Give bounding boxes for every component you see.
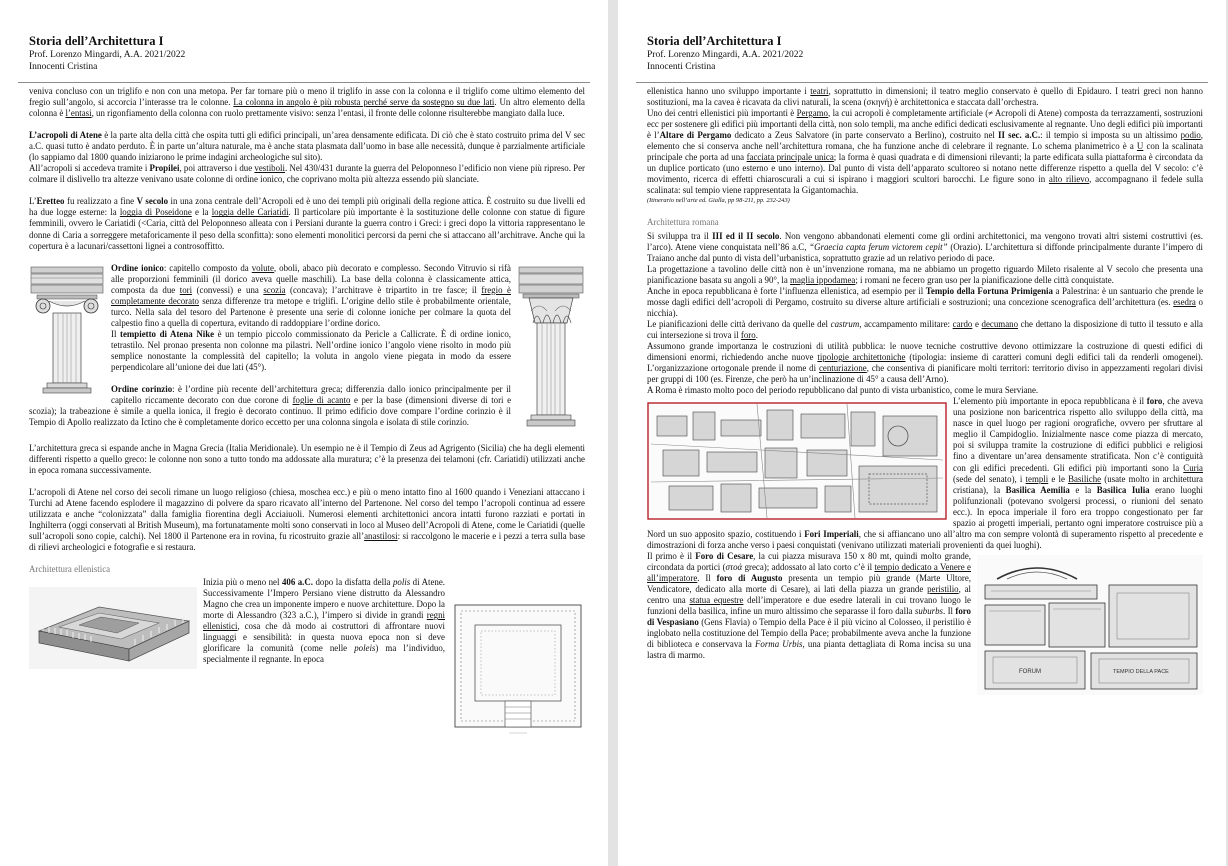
paragraph-foro: L’elemento più importante in epoca repubblicana è il foro, che aveva una posizione non baricentrica rispetto allo sviluppo della città, ma nasce in quel luogo per ragioni orografiche, ovvero per sfruttare al meglio il Campidoglio. Inizialmente nasce come piazza di mercato, poi si sviluppa tramite la costruzione di edifici pubblici e religiosi fino a diventare un’area densamente stratificata. Non c’è contiguità con gli edifici precedenti. Gli edifici più importanti sono la Curia (sede del senato), i templi e le Basiliche (usate molto in architettura cristiana), la Basilica Aemilia e la Basilica Iulia erano luoghi polifunzionali (potevano svolgersi processi, o riunioni del senato ecc.). In epoca imperiale il foro era troppo congestionato per far spazio ai progetti imperiali, pertanto ogni imperatore costruisce più a Nord un suo apposito spazio, costituendo i Fori Imperiali, che si affiancano uno all’altro ma con sempre volontà di superamento rispetto al precedente e dimostrazioni di forza anche verso i paesi conquistati (venivano utilizzati materiali provenienti da quei luoghi). xyxy=(647,396,1204,550)
paragraph-pergamo: Uno dei centri ellenistici più importanti è Pergamo, la cui acropoli è completamente artificiale (≠ Acropoli di Atene) composta da terrazzamenti, sostruzioni ecc per sostenere gli edifici più importanti della città, non solo templi, ma anche edifici dedicati esclusivamente al regnante. Uno degli edifici più importanti è l’Altare di Pergamo dedicato a Zeus Salvatore (in parte conservato a Berlino), costruito nel II sec. a.C.: il tempio si imposta su un altissimo podio, elemento che si conserva anche nell’architettura romana, che ha funzione anche di celebrare il regnante. Lo schema planimetrico è a U con la scalinata principale che porta ad una facciata principale unica; la forma è quasi quadrata e di dimensioni rilevanti; la parte edificata sulla piattaforma è circondata da un duplice porticato (uno esterno e uno interno). Dal punto di vista dell’apparato scultoreo si notano nette differenze rispetto a quella del V secolo: c’è movimento, ricerca di effetti chiaroscurali a cui si ispirano i maggiori scultori barocchi. Le figure sono in alto rilievo, accompagnano il fedele sulla scalinata: sul tempio viene rappresentata la Gigantomachia. xyxy=(647,108,1204,196)
corinthian-column-illustration xyxy=(517,265,585,430)
document-page-left xyxy=(0,0,608,866)
paragraph-mileto: La progettazione a tavolino delle città non è un’invenzione romana, ma ne abbiamo un progetto riguardo Mileto risalente al V secolo che presenta una pianificazione basata su angoli a 90°, la maglia ippodamea; i romani ne fecero gran uso per la pianificazione delle città conquistate. xyxy=(647,263,1203,285)
section-heading-romana: Architettura romana xyxy=(647,217,719,228)
paragraph-entasi: veniva concluso con un triglifo e non con una metopa. Per far tornare più o meno il triglifo in asse con la colonna e il triglifo come ultimo elemento del fregio sull’angolo, si accorcia l’interasse tra le colonne. La colonna in angolo è più robusta perché serve da sostegno su due lati. Un altro elemento della colonna è l’entasi, un rigonfiamento della colonna con ruolo prettamente visivo: senza l’entasi, il fronte delle colonne risulterebbe mangiato dalla luce. xyxy=(29,86,585,119)
student-name: Innocenti Cristina xyxy=(29,62,98,72)
citation: (Itinerario nell’arte ed. Gialla, pp 98-211, pp. 232-243) xyxy=(647,197,790,205)
professor-line: Prof. Lorenzo Mingardi, A.A. 2021/2022 xyxy=(647,50,804,60)
right-text-column xyxy=(647,86,1203,695)
pergamon-altar-model-image xyxy=(29,587,197,669)
course-title: Storia dell’Architettura I xyxy=(29,34,164,48)
roman-forum-plan-image xyxy=(647,402,947,520)
ionic-order-block xyxy=(29,263,585,432)
header-divider xyxy=(18,82,590,83)
student-name: Innocenti Cristina xyxy=(647,62,716,72)
document-page-right xyxy=(618,0,1226,866)
paragraph-romana-intro: Si sviluppa tra il III ed il II secolo. Non vengono abbandonati elementi come gli ordini architettonici, ma vengono trovati altri sistemi costruttivi (es. l’arco). Atene viene conquistata nell’86 a.C, “Graecia capta ferum victorem cepit” (Orazio). L’architettura si diffonde principalmente durante l’impero di Traiano anche dal punto di vista dell’urbanistica, soprattutto grazie ad un relativo periodo di pace. xyxy=(647,230,1203,263)
header-divider xyxy=(636,82,1208,83)
tempio-pace-label: TEMPIO DELLA PACE xyxy=(1113,668,1169,675)
paragraph-ordine-corinzio: Ordine corinzio: è l’ordine più recente dell’architettura greca; differenzia dallo ionico principalmente per il capitello riccamente decorato con due corone di foglie di acanto e per la base (dimensioni diverse di tori e scozia); la trabeazione è simile a quella ionica, il fregio è decorato continuo. Il primo edificio dove compare l’ordine corinzio è il Tempio di Apollo realizzato da Ictino che è completamente dorico eccetto per una colonna singola e isolata di stile corinzio. xyxy=(29,384,512,428)
forum-label: FORUM xyxy=(1019,668,1041,675)
pergamon-altar-plan-image xyxy=(451,601,585,739)
paragraph-acropoli-storia: L’acropoli di Atene nel corso dei secoli rimane un luogo religioso (chiesa, moschea ecc.) e più o meno intatto fino al 1600 quando i Veneziani attaccano i Turchi ad Atene facendo esplodere il magazzino di polvere da sparo ricavato all’interno del Partenone. Nel corso del tempo l’acropoli continua ad essere utilizzata e anche “colonizzata” dalla famiglia fiorentina degli Acciaiuoli. Numerosi elementi architettonici ancora intatti furono razziati e portati in Inghilterra (oggi conservati al British Museum), ma fortunatamente molti sono conservati in loco al Museo dell’Acropoli di Atene, come le Cariatidi (quelle sull’acropoli sono copie, calchi). Nel 1800 il Partenone era in rovina, fu ricostruito grazie all’anastilosi: si raccolgono le macerie e i pezzi a terra sulla base di rilievi archeologici e fotografie e si restaura. xyxy=(29,486,585,552)
section-heading-ellenistica: Architettura ellenistica xyxy=(29,564,111,575)
left-text-column xyxy=(29,86,585,739)
ionic-column-illustration xyxy=(29,265,105,395)
page-header xyxy=(29,34,589,73)
hellenistic-block xyxy=(29,577,585,665)
fori-imperiali-plan-image xyxy=(977,555,1203,695)
paragraph-magna-grecia: L’architettura greca si espande anche in Magna Grecia (Italia Meridionale). Un esempio ne è il Tempio di Zeus ad Agrigento (Sicilia) che ha degli elementi differenti rispetto a quello greco: le colonne non sono a tutto tondo ma addossate alla muratura; c’è la presenza dei telamoni (cfr. Cariatidi) utilizzati anche in epoca romana successivamente. xyxy=(29,442,585,475)
paragraph-ellenistica: Inizia più o meno nel 406 a.C. dopo la disfatta della polis di Atene. Successivamente l’Impero Persiano viene distrutto da Alessandro Magno che crea un imponente impero e nuove architetture. Dopo la morte di Alessandro (323 a.C.), l’impero si divide in grandi regni ellenistici, cosa che dà modo ai costruttori di affrontare nuovi linguaggi e sensibilità: in questa nuova epoca non si deve glorificare la comunità (come nelle poleis) ma l’individuo, specialmente il regnante. In epoca xyxy=(203,577,445,665)
paragraph-palestrina: Anche in epoca repubblicana è forte l’influenza ellenistica, ad esempio per il Tempio della Fortuna Primigenia a Palestrina: è un santuario che prende le mosse dagli edifici dell’acropoli di Pergamo, costruito su diverse alture artificiali e sostruzioni; una concezione scenografica dell’architettura (es. esedra o nicchia). xyxy=(647,285,1204,318)
paragraph-centuriazione: Assumono grande importanza le costruzioni di utilità pubblica: le nuove tecniche costruttive devono ottimizzare la costruzione di questi edifici di dimensioni enormi, richiedendo anche nuove tipologie architettoniche (tipologia: insieme di caratteri comuni degli edifici tali da renderli omogenei). L’organizzazione ortogonale prende il nome di centuriazione, che consentiva di pianificare molti territori: territorio diviso in appezzamenti regolari divisi per gruppi di 100 (es. Firenze, che però ha un’inclinazione di 45° a causa dell’Arno). xyxy=(647,340,1204,385)
paragraph-castrum: Le pianificazioni delle città derivano da quelle del castrum, accampamento militare: cardo e decumano che dettano la disposizione di tutto il tessuto e alla cui intersezione si trova il foro. xyxy=(647,318,1203,340)
paragraph-fori-imperiali: Il primo è il Foro di Cesare, la cui piazza misurava 150 x 80 mt, quindi molto grande, circondata da portici (στοά greca); addossato al lato corto c’è il tempio dedicato a Venere e all’imperatore. Il foro di Augusto presenta un tempio più grande (Marte Ultore, Vendicatore, dedicato alla morte di Cesare), ai lati della piazza un grande peristilio, al centro una statua equestre dell’imperatore e due esedre laterali in cui trovano luogo le funzioni della basilica, infine un muro altissimo che separasse il foro dalla suburbs. Il foro di Vespasiano (Gens Flavia) o Tempio della Pace è il più vicino al Colosseo, il peristilio è inglobato nella costituzione del Tempio della Pace; probabilmente aveva anche la funzione di biblioteca e conservava la Forma Urbis, una pianta dettagliata di Roma incisa su una lastra di marmo. xyxy=(647,550,972,661)
paragraph-ordine-ionico: Ordine ionico: capitello composto da volute, oboli, abaco più decorato e complesso. Secondo Vitruvio si rifà alle proporzioni femminili (il dorico aveva quelle maschili). La base della colonna è classicamente attica, composta da due tori (convessi) e una scozia (concava); l’architrave è tripartito in tre fasce; il fregio è completamente decorato senza differenze tra metope e triglifi. L’origine dello stile è probabilmente orientale, turco. Nella sala del tesoro del Partenone è presente una serie di colonne ioniche per colmare la quota del calpestio fino a quella di copertura, evitando di raddoppiare l’ordine dorico. xyxy=(111,262,512,328)
professor-line: Prof. Lorenzo Mingardi, A.A. 2021/2022 xyxy=(29,50,186,60)
paragraph-mura-serviane: A Roma è rimasto molto poco del periodo repubblicano dal punto di vista urbanistico, come le mura Serviane. xyxy=(647,385,1039,396)
paragraph-acropoli: L’acropoli di Atene è la parte alta della città che ospita tutti gli edifici principali, un’area densamente edificata. Di ciò che è stato costruito prima del V sec a.C. quasi tutto è andato perduto. È in parte un’altura naturale, ma è anche stata plasmata dall’uomo in base alle necessità, dunque è parzialmente artificiale (lo sappiamo dal 1800 quando iniziarono le prime indagini archeologiche sul sito). xyxy=(29,130,586,163)
page-header xyxy=(647,34,1207,73)
forum-block xyxy=(647,396,1204,675)
course-title: Storia dell’Architettura I xyxy=(647,34,782,48)
paragraph-teatri: ellenistica hanno uno sviluppo importante i teatri, soprattutto in dimensioni; il teatro meglio conservato è quello di Epidauro. I teatri greci non hanno sostituzioni, ma la cavea è ricavata da clivi naturali, la scena (σκηνή) è architettonica e staccata dall’orchestra. xyxy=(647,86,1203,108)
paragraph-atena-nike: Il tempietto di Atena Nike è un tempio piccolo commissionato da Pericle a Callicrate. È di ordine ionico, tetrastilo. Nel pronao presenta non colonne ma pilastri. Nell’ordine ionico l’angolo viene risolto in modo più semplice nonostante la complessità del capitello; la voluta in angolo viene piegata in modo da essere perpendicolare all’unione dei due lati (45°). xyxy=(111,328,511,373)
paragraph-eretteo: L’Eretteo fu realizzato a fine V secolo in una zona centrale dell’Acropoli ed è uno dei templi più originali della regione attica. È costruito su due livelli ed ha due logge esterne: la loggia di Poseidone e la loggia delle Cariatidi. Il particolare più importante è la sostituzione delle colonne con statue di figure femminili, ovvero le Cariatidi (<Caria, città del Peloponneso alleata con i Persiani durante la guerra contro i Greci: i greci dopo la vittoria rappresentano le donne di Caria a sorreggere metaforicamente il peso della sconfitta): sono elementi monolitici percorsi da perni che si attaccano all’architrave. Anche qui la copertura è a lacunari/cassettoni lignei a controsoffitto. xyxy=(29,196,586,251)
paragraph-propilei: All’acropoli si accedeva tramite i Propilei, poi attraverso i due vestiboli. Nel 430/431 durante la guerra del Peloponneso l’edificio non viene più ripreso. Per colmare il dislivello tra altezze venivano usate colonne di ordine ionico, che coprivano molta più altezza essendo più slanciate. xyxy=(29,163,585,185)
